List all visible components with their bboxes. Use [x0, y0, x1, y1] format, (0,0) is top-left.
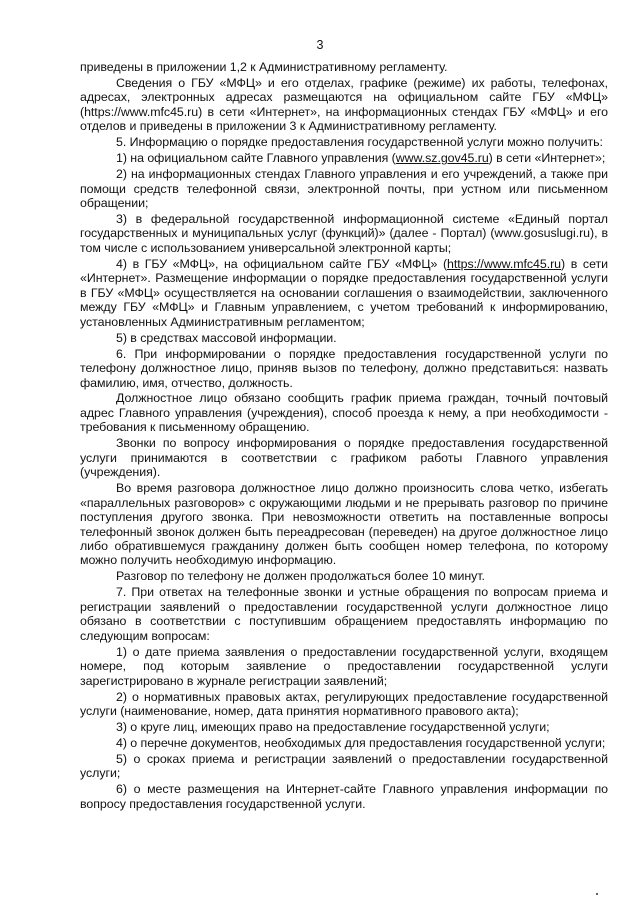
list-item-terms: 5) о сроках приема и регистрации заявлений о предоставлении государственной услуги; — [80, 751, 608, 781]
document-body — [80, 60, 608, 813]
list-item-official-site — [80, 151, 608, 165]
list-item-date: 1) о дате приема заявления о предоставлении государственной услуги, входящем номере, под которым заявление о предоставлении государственной услуги зарегистрировано в журнале регистрации заявлений; — [80, 644, 608, 688]
paragraph-item-6: 6. При информировании о порядке предоставления государственной услуги по телефону должностное лицо, приняв вызов по телефону, должно представиться: назвать фамилию, имя, отчество, должность. — [80, 346, 608, 390]
mfc45-link[interactable]: https://www.mfc45.ru — [447, 256, 562, 271]
paragraph-mfc-info: Сведения о ГБУ «МФЦ» и его отделах, графике (режиме) их работы, телефонах, адресах, электронных адресах размещаются на официальном сайте ГБУ «МФЦ» (https://www.mfc45.ru) в сети «Интернет», на информационных стендах ГБУ «МФЦ» и его отделов и приведены в приложении 3 к Административному регламенту. — [80, 75, 608, 134]
list-item-documents: 4) о перечне документов, необходимых для предоставления государственной услуги; — [116, 735, 606, 750]
list-item-info-stands: 2) на информационных стендах Главного управления и его учреждений, а также при помощи средств телефонной связи, электронной почты, при устном или письменном обращении; — [80, 167, 608, 211]
list-item-text: 4) в ГБУ «МФЦ», на официальном сайте ГБУ «МФЦ» ( — [116, 256, 448, 271]
sz-gov45-link[interactable]: www.sz.gov45.ru — [395, 151, 489, 166]
list-item-mfc — [80, 257, 608, 329]
scan-speck — [596, 893, 598, 895]
list-item-text: ) в сети «Интернет». Размещение информации о порядке предоставления государственной услуги в ГБУ «МФЦ» осуществляется на основании соглашения о взаимодействии, заключенного между ГБУ «МФЦ» и Главным управлением, с учетом требований к информированию, установленных Административным регламентом; — [80, 256, 609, 329]
paragraph-item-7: 7. При ответах на телефонные звонки и устные обращения по вопросам приема и регистрации заявлений о предоставлении государственной услуги должностное лицо обязано в соответствии с поступившим обращением предоставлять информацию по следующим вопросам: — [80, 585, 608, 643]
page-number: 3 — [316, 38, 324, 52]
list-item-media: 5) в средствах массовой информации. — [116, 330, 337, 345]
paragraph-item-5: 5. Информацию о порядке предоставления государственной услуги можно получить: — [116, 135, 603, 150]
list-item-normative-acts: 2) о нормативных правовых актах, регулирующих предоставление государственной услуги (наименование, номер, дата принятия нормативного правового акта); — [80, 689, 608, 718]
paragraph-continuation: приведены в приложении 1,2 к Административному регламенту. — [80, 60, 448, 74]
list-item-portal: 3) в федеральной государственной информационной системе «Единый портал государственных и муниципальных услуг (функций)» (далее - Портал) (www.gosuslugi.ru), в том числе с использованием универсальной электронной карты; — [80, 212, 608, 255]
paragraph-duration: Разговор по телефону не должен продолжаться более 10 минут. — [116, 569, 485, 584]
list-item-text: ) в сети «Интернет»; — [488, 151, 606, 166]
paragraph-calls: Звонки по вопросу информирования о порядке предоставления государственной услуги принимаются в соответствии с графиком работы Главного управления (учреждения). — [80, 436, 608, 480]
list-item-website-info: 6) о месте размещения на Интернет-сайте Главного управления информации по вопросу предоставления государственной услуги. — [80, 782, 608, 811]
list-item-text: 1) на официальном сайте Главного управления ( — [116, 151, 396, 166]
paragraph-conversation: Во время разговора должностное лицо должно произносить слова четко, избегать «параллельных разговоров» с окружающими людьми и не прерывать разговор по причине поступления другого звонка. При невозможности ответить на поставленные вопросы телефонный звонок должен быть переадресован (переведен) на другое должностное лицо либо обратившемуся гражданину должен быть сообщен номер телефона, по которому можно получить необходимую информацию. — [80, 481, 608, 568]
paragraph-schedule: Должностное лицо обязано сообщить график приема граждан, точный почтовый адрес Главного управления (учреждения), способ проезда к нему, а при необходимости - требования к письменному обращению. — [80, 391, 608, 435]
list-item-persons: 3) о круге лиц, имеющих право на предоставление государственной услуги; — [116, 719, 550, 734]
